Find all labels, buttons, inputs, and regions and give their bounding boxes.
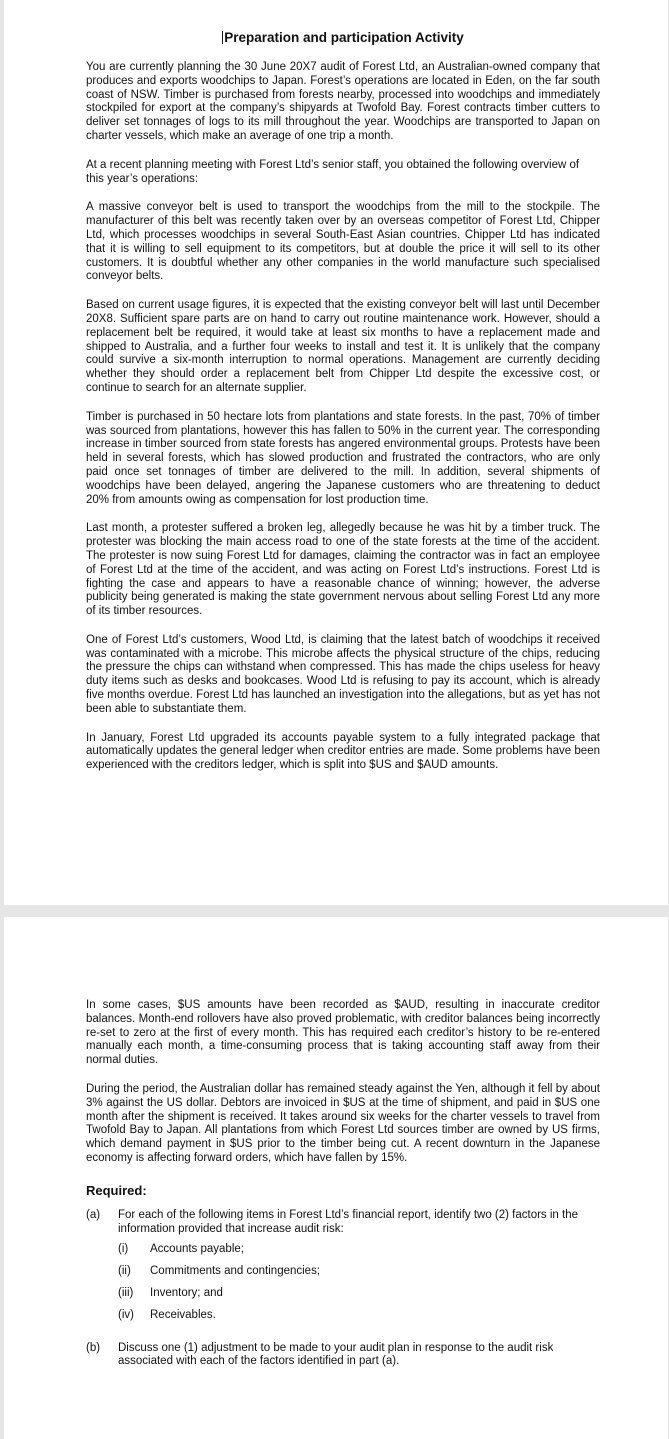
list-item bbox=[118, 1287, 600, 1301]
page-1-content bbox=[86, 30, 600, 788]
list-item-text: Inventory; and bbox=[150, 1286, 223, 1299]
paragraph-intro: You are currently planning the 30 June 20X7 audit of Forest Ltd, an Australian-owned company that produces and exports woodchips to Japan. Forest’s operations are located in Eden, on the far south coast of NSW. Timber is purchased from forests nearby, processed into woodchips and immediately stockpiled for export at the company’s shipyards at Twofold Bay. Forest contracts timber cutters to deliver set tonnages of logs to its mill throughout the year. Woodchips are transported to Japan on charter vessels, which make an average of one trip a month. bbox=[86, 61, 600, 142]
paragraph-meeting: At a recent planning meeting with Forest Ltd’s senior staff, you obtained the following overview of this year’s operations: bbox=[86, 158, 580, 185]
question-part-b-text: Discuss one (1) adjustment to be made to your audit plan in response to the audit risk associated with each of the factors identified in part (a). bbox=[118, 1341, 554, 1368]
list-item bbox=[118, 1243, 600, 1257]
list-item-label: (i) bbox=[118, 1243, 129, 1256]
list-item-label: (iv) bbox=[118, 1308, 134, 1321]
document-page-1 bbox=[4, 0, 668, 905]
list-item-text: Receivables. bbox=[150, 1308, 216, 1321]
document-page-2 bbox=[4, 917, 668, 1439]
paragraph-currency: During the period, the Australian dollar has remained steady against the Yen, although it fell by about 3% against the US dollar. Debtors are invoiced in $US at the time of shipment, and paid in $US one month after the shipment is received. It takes around six weeks for the charter vessels to travel from Twofold Bay to Japan. All plantations from which Forest Ltd sources timber are owned by US firms, which demand payment in $US prior to the timber being cut. A recent downturn in the Japanese economy is affecting forward orders, which have fallen by 15%. bbox=[86, 1082, 600, 1164]
paragraph-accounts-payable: In January, Forest Ltd upgraded its accounts payable system to a fully integrated package that automatically updates the general ledger when creditor entries are made. Some problems have been experienced with the creditors ledger, which is split into $US and $AUD amounts. bbox=[86, 731, 600, 772]
list-item-label: (ii) bbox=[118, 1265, 131, 1278]
list-item bbox=[118, 1265, 600, 1279]
document-title bbox=[86, 30, 600, 46]
question-part-a-text: For each of the following items in Forest Ltd’s financial report, identify two (2) factors in the information provided that increase audit risk: bbox=[118, 1208, 578, 1235]
document-title-text: Preparation and participation Activity bbox=[224, 30, 464, 45]
list-item bbox=[118, 1309, 600, 1323]
question-part-a-label: (a) bbox=[86, 1208, 101, 1221]
list-item-text: Accounts payable; bbox=[150, 1243, 244, 1256]
list-item-text: Commitments and contingencies; bbox=[150, 1265, 321, 1278]
paragraph-conveyor-belt: A massive conveyor belt is used to transport the woodchips from the mill to the stockpile. The manufacturer of this belt was recently taken over by an overseas competitor of Forest Ltd, Chipper Ltd, which processes woodchips in several South-East Asian countries. Chipper Ltd has indicated that it is willing to sell equipment to its competitors, but at double the price it will sell to its other customers. It is doubtful whether any other companies in the world manufacture such specialised conveyor belts. bbox=[86, 201, 600, 283]
paragraph-creditor-balances: In some cases, $US amounts have been recorded as $AUD, resulting in inaccurate creditor balances. Month-end rollovers have also proved problematic, with creditor balances being incorrectly re-set to zero at the first of every month. This has required each creditor’s history to be re-entered manually each month, a time-consuming process that is taking accounting staff away from their normal duties. bbox=[86, 999, 600, 1067]
list-item-label: (iii) bbox=[118, 1286, 134, 1299]
question-part-b bbox=[86, 1342, 600, 1370]
question-part-a bbox=[86, 1209, 600, 1331]
page-2-content bbox=[86, 999, 600, 1377]
question-part-a-body bbox=[118, 1209, 600, 1331]
paragraph-usage: Based on current usage figures, it is expected that the existing conveyor belt will last until December 20X8. Sufficient spare parts are on hand to carry out routine maintenance work. However, should a replacement belt be required, it would take at least six months to have a replacement made and shipped to Australia, and a further four weeks to install and test it. It is unlikely that the company could survive a six-month interruption to normal operations. Management are currently deciding whether they should order a replacement belt from Chipper Ltd despite the excessive cost, or continue to search for an alternate supplier. bbox=[86, 299, 600, 394]
paragraph-wood-ltd: One of Forest Ltd’s customers, Wood Ltd, is claiming that the latest batch of woodchips it received was contaminated with a microbe. This microbe affects the physical structure of the chips, reducing the pressure the chips can withstand when compressed. This has made the chips useless for heavy duty items such as desks and bookcases. Wood Ltd is refusing to pay its account, which is already five months overdue. Forest Ltd has launched an investigation into the allegations, but as yet has not been able to substantiate them. bbox=[86, 633, 600, 715]
required-heading: Required: bbox=[86, 1182, 147, 1198]
question-part-a-items bbox=[118, 1243, 600, 1322]
paragraph-protester: Last month, a protester suffered a broken leg, allegedly because he was hit by a timber truck. The protester was blocking the main access road to one of the state forests at the time of the accident. The protester is now suing Forest Ltd for damages, claiming the contractor was in fact an employee of Forest Ltd at the time of the accident, and was acting on Forest Ltd’s instructions. Forest Ltd is fighting the case and appears to have a reasonable chance of winning; however, the adverse publicity being generated is making the state government nervous about selling Forest Ltd any more of its timber resources. bbox=[86, 522, 600, 618]
paragraph-timber: Timber is purchased in 50 hectare lots from plantations and state forests. In the past, 70% of timber was sourced from plantations, however this has fallen to 50% in the current year. The corresponding increase in timber sourced from state forests has angered environmental groups. Protests have been held in several forests, which has slowed production and frustrated the contractors, who are only paid once set tonnages of timber are delivered to the mill. In addition, several shipments of woodchips have been delayed, angering the Japanese customers who are threatening to deduct 20% from amounts owing as compensation for lost production time. bbox=[86, 410, 600, 506]
question-part-b-label: (b) bbox=[86, 1341, 101, 1354]
